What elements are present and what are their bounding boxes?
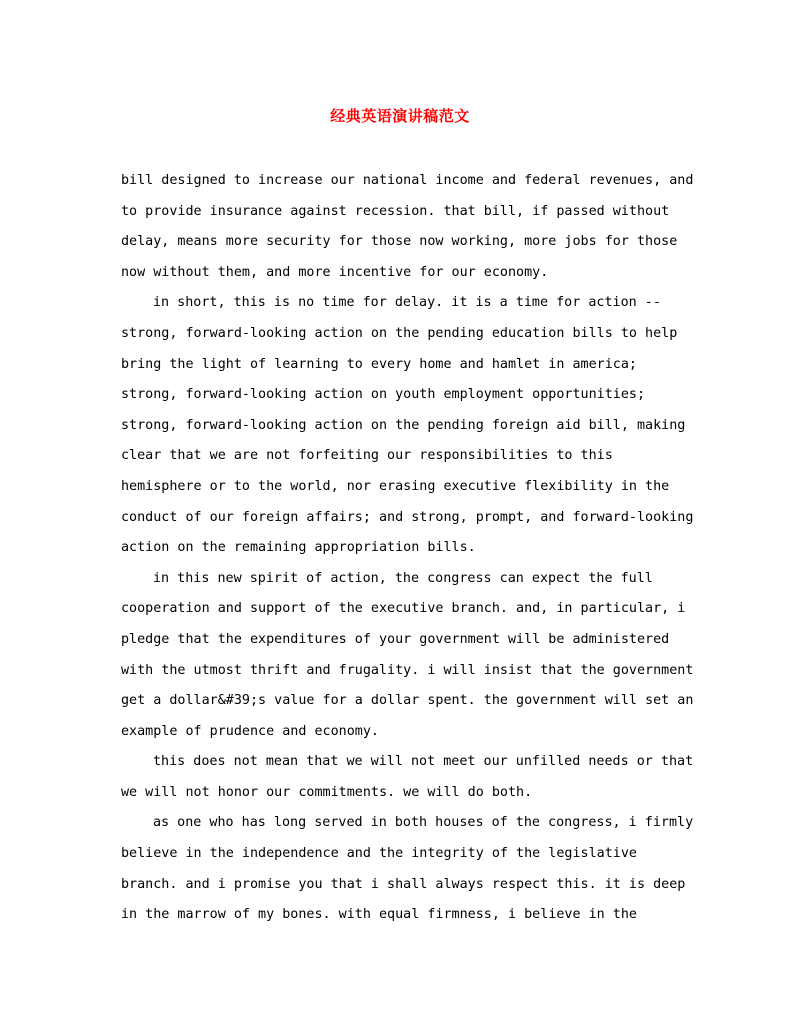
- text-line: bill designed to increase our national income and federal revenues, and: [121, 173, 694, 188]
- text-line: clear that we are not forfeiting our responsibilities to this: [121, 448, 613, 464]
- text-line: to provide insurance against recession. that bill, if passed without: [121, 203, 670, 219]
- text-line: pledge that the expenditures of your government will be administered: [121, 631, 670, 647]
- text-line: strong, forward-looking action on the pending foreign aid bill, making: [121, 417, 686, 433]
- text-line: branch. and i promise you that i shall always respect this. it is deep: [121, 876, 686, 892]
- text-line: we will not honor our commitments. we will do both.: [121, 784, 533, 800]
- paragraph-start-line: in short, this is no time for delay. it is a time for action --: [153, 295, 661, 311]
- text-line: with the utmost thrift and frugality. i will insist that the government: [121, 662, 694, 678]
- document-title: 经典英语演讲稿范文: [330, 107, 470, 125]
- text-line: hemisphere or to the world, nor erasing executive flexibility in the: [121, 478, 670, 494]
- text-line: example of prudence and economy.: [121, 723, 379, 739]
- document-body: [121, 166, 694, 931]
- paragraph-start-line: this does not mean that we will not meet our unfilled needs or that: [153, 754, 694, 770]
- text-line: strong, forward-looking action on the pending education bills to help: [121, 325, 678, 341]
- text-line: delay, means more security for those now working, more jobs for those: [121, 234, 678, 250]
- text-line: now without them, and more incentive for our economy.: [121, 264, 549, 280]
- paragraph-start-line: as one who has long served in both houses of the congress, i firmly: [153, 815, 694, 831]
- text-line: conduct of our foreign affairs; and strong, prompt, and forward-looking: [121, 509, 694, 525]
- text-line: get a dollar&#39;s value for a dollar spent. the government will set an: [121, 693, 694, 709]
- paragraph-start-line: in this new spirit of action, the congress can expect the full: [153, 570, 653, 586]
- text-line: in the marrow of my bones. with equal firmness, i believe in the: [121, 907, 637, 923]
- text-line: action on the remaining appropriation bills.: [121, 540, 476, 556]
- text-line: cooperation and support of the executive branch. and, in particular, i: [121, 601, 686, 617]
- text-line: strong, forward-looking action on youth employment opportunities;: [121, 387, 646, 403]
- text-line: believe in the independence and the integrity of the legislative: [121, 846, 637, 862]
- text-line: bring the light of learning to every home and hamlet in america;: [121, 356, 637, 372]
